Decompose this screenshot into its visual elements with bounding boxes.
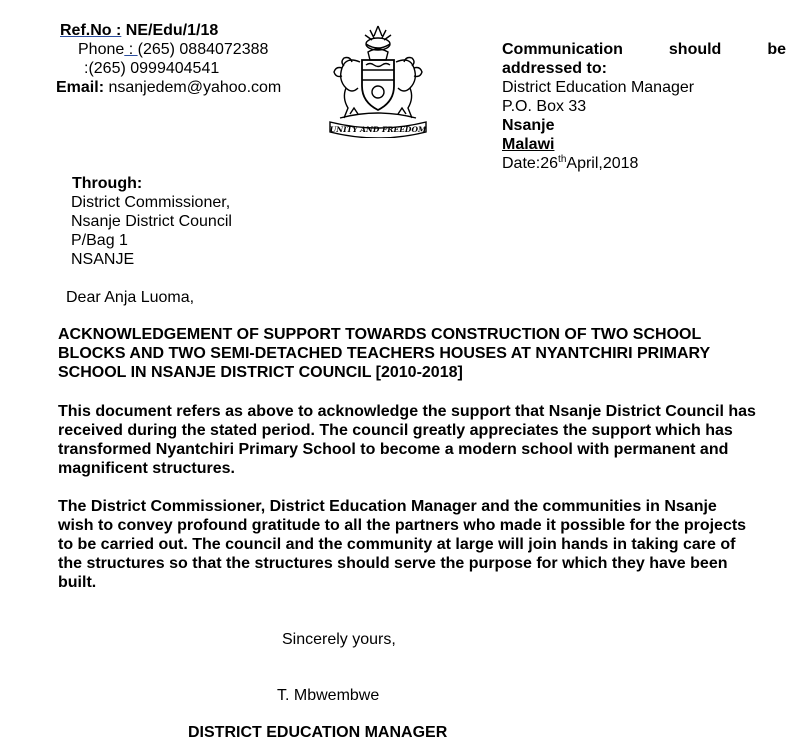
- email-line: [56, 78, 281, 97]
- phone-line-1: [78, 40, 268, 59]
- through-line-2: Nsanje District Council: [71, 213, 232, 230]
- through-line-1: District Commissioner,: [71, 194, 231, 211]
- date-rest: April,2018: [566, 155, 639, 172]
- comm-word-3: be: [767, 41, 786, 58]
- through-line-4: NSANJE: [71, 251, 135, 268]
- through-line-3: P/Bag 1: [71, 232, 128, 249]
- phone-number-2: (265) 0999404541: [88, 60, 220, 77]
- country: Malawi: [502, 136, 555, 153]
- town: Nsanje: [502, 117, 555, 134]
- ref-value: NE/Edu/1/18: [125, 22, 219, 39]
- phone-label: Phone: [78, 41, 125, 58]
- phone-line-2: [84, 59, 219, 78]
- letter-date: [502, 154, 638, 173]
- addressed-to: addressed to:: [502, 60, 607, 77]
- body-paragraph-2: The District Commissioner, District Education Manager and the communities in Nsanje wish to convey profound gratitude to all the partners who made it possible for the projects to be carried out. The council and the community at large will join hands in taking care of the structures so that the structures should serve the purpose for which they have been built.: [58, 498, 747, 591]
- reference-number: [60, 21, 218, 40]
- motto-text: UNITY AND FREEDOM: [329, 125, 427, 134]
- closing: Sincerely yours,: [282, 631, 396, 648]
- phone-2-prefix: :: [84, 60, 89, 77]
- comm-word-2: should: [668, 41, 722, 58]
- communication-line: [502, 40, 786, 59]
- body-paragraph-1: This document refers as above to acknowledge the support that Nsanje District Council has received during the stated period. The council greatly appreciates the support which has transformed Nyantchiri Primary School to become a modern school with permanent and magnificent structures.: [58, 403, 756, 477]
- email-value: nsanjedem@yahoo.com: [108, 79, 282, 96]
- phone-number-1: (265) 0884072388: [137, 41, 269, 58]
- salutation: Dear Anja Luoma,: [66, 289, 195, 306]
- po-box: P.O. Box 33: [502, 98, 587, 115]
- malawi-coat-of-arms-icon: [322, 22, 434, 138]
- comm-word-1: Communication: [502, 41, 623, 58]
- through-label: Through:: [72, 175, 143, 192]
- email-label: Email:: [56, 79, 105, 96]
- phone-separator: :: [124, 41, 138, 58]
- signatory-name: T. Mbwembwe: [277, 687, 380, 704]
- ref-label: Ref.No :: [60, 22, 122, 39]
- subject-heading: ACKNOWLEDGEMENT OF SUPPORT TOWARDS CONSTRUCTION OF TWO SCHOOL BLOCKS AND TWO SEMI-DETACHED TEACHERS HOUSES AT NYANTCHIRI PRIMARY SCHOOL IN NSANJE DISTRICT COUNCIL [2010-2018]: [58, 326, 710, 381]
- date-prefix: Date:: [502, 155, 541, 172]
- date-day: 26: [540, 155, 559, 172]
- date-suffix: th: [558, 154, 567, 165]
- signatory-title: DISTRICT EDUCATION MANAGER: [188, 724, 448, 741]
- office-name: District Education Manager: [502, 79, 695, 96]
